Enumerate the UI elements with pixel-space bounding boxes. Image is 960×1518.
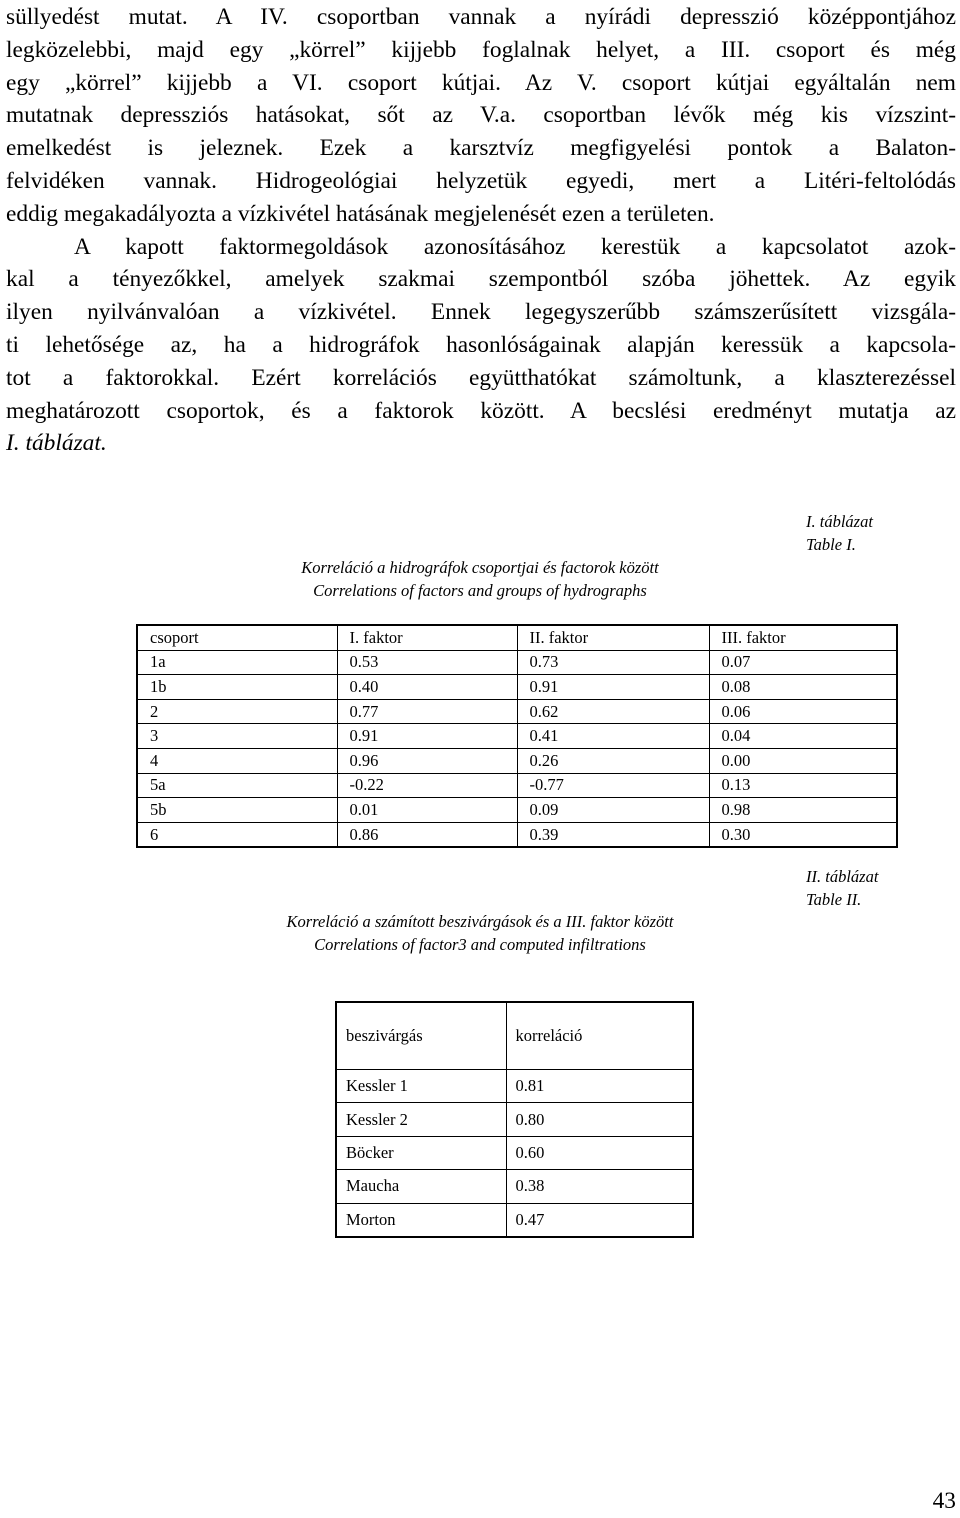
table-cell: 0.86 <box>337 822 517 847</box>
table-cell: 0.26 <box>517 748 709 773</box>
table-row <box>336 1103 693 1136</box>
table-cell: 0.13 <box>709 773 897 798</box>
header-cell: I. faktor <box>337 625 517 650</box>
table-cell: 0.96 <box>337 748 517 773</box>
table-cell: 0.91 <box>337 724 517 749</box>
table-cell: 0.06 <box>709 699 897 724</box>
table-cell: 0.77 <box>337 699 517 724</box>
header-cell: II. faktor <box>517 625 709 650</box>
table-cell: 0.53 <box>337 650 517 675</box>
table-row <box>336 1170 693 1203</box>
table-cell: 0.01 <box>337 798 517 823</box>
table-row <box>137 822 897 847</box>
table-cell: 0.62 <box>517 699 709 724</box>
table-header-row <box>336 1002 693 1070</box>
table-cell: -0.77 <box>517 773 709 798</box>
body-line: emelkedést is jeleznek. Ezek a karsztvíz megfigyelési pontok a Balaton- <box>6 135 956 162</box>
table-row <box>336 1203 693 1237</box>
table2-label <box>806 865 878 911</box>
table-cell: 0.07 <box>709 650 897 675</box>
table1-label-en: Table I. <box>806 535 856 554</box>
table-cell: 0.41 <box>517 724 709 749</box>
body-line: süllyedést mutat. A IV. csoportban vannak a nyírádi depresszió középpontjához <box>6 4 956 30</box>
table-cell: Morton <box>336 1203 506 1237</box>
body-line: kal a tényezőkkel, amelyek szakmai szempontból szóba jöhettek. Az egyik <box>6 266 956 293</box>
body-line: legközelebbi, majd egy „körrel” kijjebb foglalnak helyet, a III. csoport és még <box>6 36 956 63</box>
body-text <box>6 1 956 460</box>
body-line: meghatározott csoportok, és a faktorok között. A becslési eredményt mutatja az <box>6 397 956 424</box>
table2-label-en: Table II. <box>806 890 862 909</box>
table1-caption <box>200 556 760 602</box>
table1-label <box>806 510 873 556</box>
body-line: felvidéken vannak. Hidrogeológiai helyzetük egyedi, mert a Litéri-feltolódás <box>6 167 956 194</box>
table-cell: Maucha <box>336 1170 506 1203</box>
table-cell: 0.47 <box>506 1203 693 1237</box>
header-cell: III. faktor <box>709 625 897 650</box>
table2-caption <box>170 910 790 956</box>
table2-caption-en: Correlations of factor3 and computed infiltrations <box>314 935 646 954</box>
table-cell: 0.04 <box>709 724 897 749</box>
page-number: 43 <box>932 1488 956 1514</box>
table-row <box>137 650 897 675</box>
body-line: I. táblázat. <box>6 430 107 457</box>
table-header-row <box>137 625 897 650</box>
header-cell: csoport <box>137 625 337 650</box>
table2-caption-hu: Korreláció a számított beszivárgások és a III. faktor között <box>286 912 674 931</box>
table-cell: 2 <box>137 699 337 724</box>
table-row <box>336 1136 693 1169</box>
header-cell: beszivárgás <box>336 1002 506 1070</box>
body-line: mutatnak depressziós hatásokat, sőt az V.a. csoportban lévők még kis vízszint- <box>6 102 956 129</box>
body-line: eddig megakadályozta a vízkivétel hatásának megjelenését ezen a területen. <box>6 200 715 227</box>
table1-caption-en: Correlations of factors and groups of hydrographs <box>313 581 647 600</box>
table-cell: 0.09 <box>517 798 709 823</box>
table-cell: 6 <box>137 822 337 847</box>
header-cell: korreláció <box>506 1002 693 1070</box>
body-line: ilyen nyilvánvalóan a vízkivétel. Ennek legegyszerűbb számszerűsített vizsgála- <box>6 299 956 326</box>
body-line: tot a faktorokkal. Ezért korrelációs együtthatókat számoltunk, a klaszterezéssel <box>6 364 956 391</box>
table-cell: 0.08 <box>709 675 897 700</box>
table-row <box>336 1070 693 1103</box>
table-cell: 0.40 <box>337 675 517 700</box>
table-cell: 0.00 <box>709 748 897 773</box>
table-cell: 0.30 <box>709 822 897 847</box>
table-row <box>137 798 897 823</box>
table-cell: Kessler 1 <box>336 1070 506 1103</box>
table-cell: 1b <box>137 675 337 700</box>
body-line: ti lehetősége az, ha a hidrográfok hasonlóságainak alapján keressük a kapcsola- <box>6 331 956 358</box>
table-cell: 0.39 <box>517 822 709 847</box>
table-cell: Kessler 2 <box>336 1103 506 1136</box>
table-cell: 0.81 <box>506 1070 693 1103</box>
table-row <box>137 773 897 798</box>
table-row <box>137 748 897 773</box>
table-row <box>137 724 897 749</box>
table-cell: 5b <box>137 798 337 823</box>
table-cell: 3 <box>137 724 337 749</box>
table2 <box>335 1001 694 1238</box>
table-row <box>137 699 897 724</box>
table1-caption-hu: Korreláció a hidrográfok csoportjai és factorok között <box>301 558 659 577</box>
table2-label-hu: II. táblázat <box>806 867 879 886</box>
table-cell: 0.73 <box>517 650 709 675</box>
table-cell: -0.22 <box>337 773 517 798</box>
table-cell: 0.80 <box>506 1103 693 1136</box>
table-cell: 0.98 <box>709 798 897 823</box>
body-line: egy „körrel” kijjebb a VI. csoport kútjai. Az V. csoport kútjai egyáltalán nem <box>6 69 956 96</box>
table-cell: 5a <box>137 773 337 798</box>
table-cell: 0.38 <box>506 1170 693 1203</box>
table-cell: 0.91 <box>517 675 709 700</box>
table1-label-hu: I. táblázat <box>806 512 873 531</box>
table-cell: 0.60 <box>506 1136 693 1169</box>
table1 <box>136 624 898 848</box>
body-line: A kapott faktormegoldások azonosításához kerestük a kapcsolatot azok- <box>74 233 956 260</box>
table-cell: 1a <box>137 650 337 675</box>
table-cell: Böcker <box>336 1136 506 1169</box>
table-cell: 4 <box>137 748 337 773</box>
table-row <box>137 675 897 700</box>
